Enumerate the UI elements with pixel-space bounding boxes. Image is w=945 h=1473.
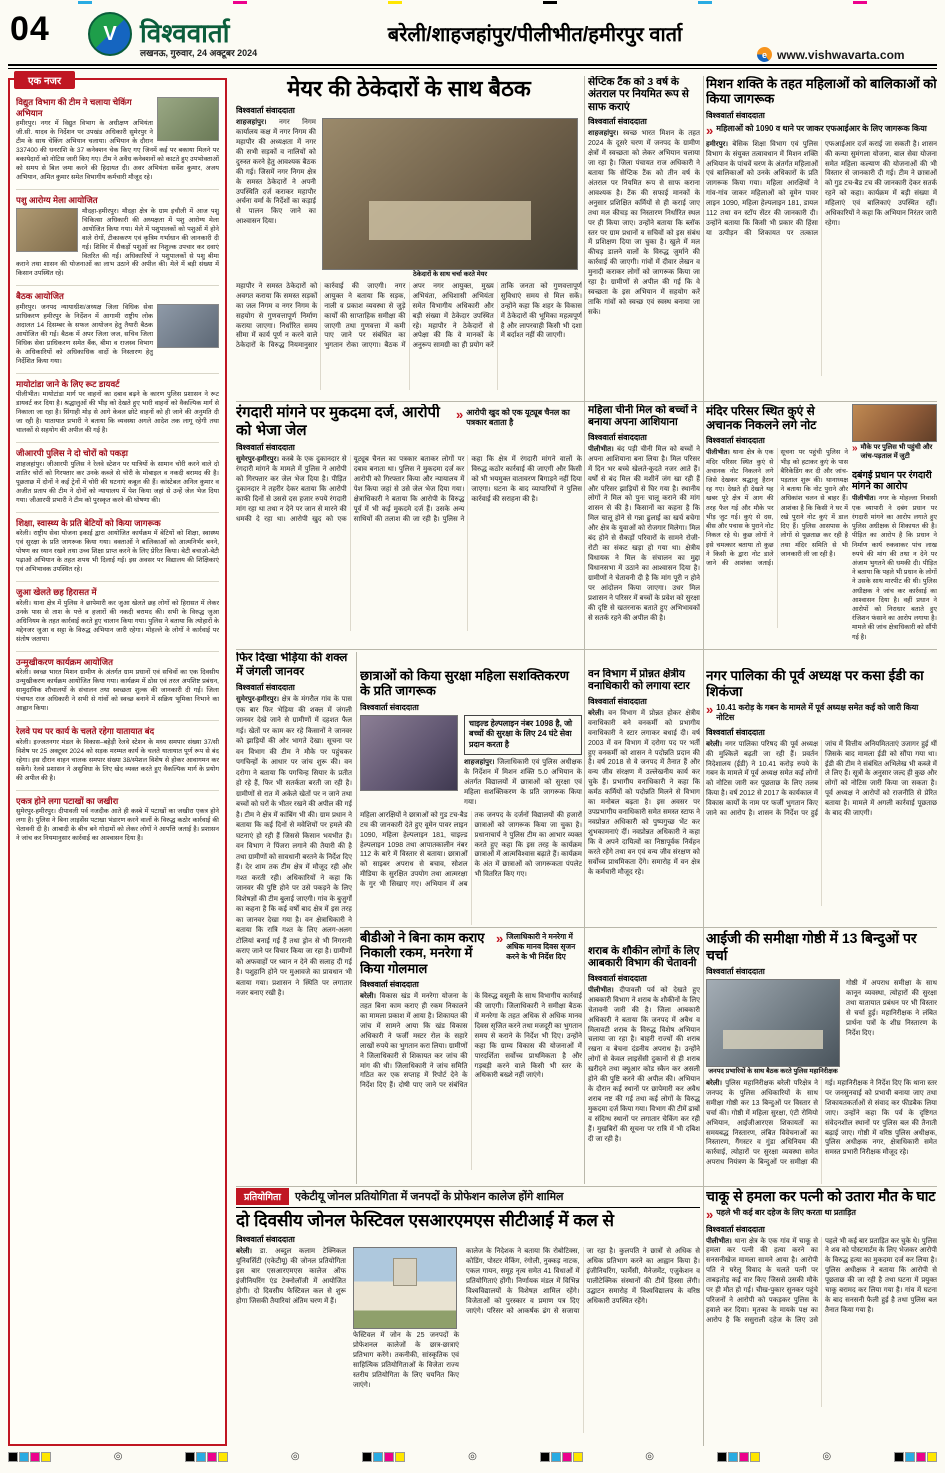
brief-headline: जुआ खेलते छह हिरासत में [16,587,97,598]
headline: नगर पालिका की पूर्व अध्यक्ष पर कसा ईडी का शिकंजा [706,668,924,699]
cyan-swatch [373,1452,383,1462]
dateline: पीलीभीत। [706,1237,732,1245]
registration-mark: ◎ [113,1451,123,1462]
brief-headline: बैठक आयोजित [16,291,64,302]
dateline: बरेली। [706,740,723,748]
article-body: कालेज के निदेशक ने बताया कि रोबोटिक्स, कोडिंग, पोस्टर मेकिंग, रंगोली, नुक्कड़ नाटक, एकल गायन, समूह नृत्य समेत 41 विधाओं में प्रतियोगिताएं होंगी। निर्णायक मंडल में विभिन्न विश्वविद्यालयों के विशेषज्ञ शामिल रहेंगे। विजेताओं को पुरस्कार व प्रमाण पत्र दिए जाएंगे। परिसर को आकर्षक ढंग से सजाया जा रहा है। कुलपति ने छात्रों से अधिक से अधिक प्रतिभाग करने का आह्वान किया है। इंजीनियरिंग, फार्मेसी, मैनेजमेंट, एजुकेशन व पालीटेक्निक संस्थानों की टीमें हिस्सा लेंगी। उद्घाटन समारोह में विश्वविद्यालय के वरिष्ठ अधिकारी उपस्थित रहेंगे। [466,1248,700,1315]
article-chini-mill [588,404,700,645]
article-lede [464,758,582,808]
body-text: वन विभाग में प्रोन्नत होकर क्षेत्रीय वनाधिकारी बने वनकर्मी को प्रभागीय वनाधिकारी ने स्टार लगाकर बधाई दी। वर्ष 2003 में वन विभाग में दरोगा पद पर भर्ती हुए वनकर्मी को शासन ने पदोन्नति प्रदान की है। वर्ष 2018 से वे जनपद में तैनात हैं और वन्य जीव संरक्षण में उल्लेखनीय कार्य कर चुके हैं। प्रभागीय वनाधिकारी ने कहा कि कर्मठ कर्मियों को पदोन्नति मिलने से विभाग का मनोबल बढ़ता है। इस अवसर पर उपप्रभागीय वनाधिकारी समेत समस्त स्टाफ ने नवप्रोन्नत अधिकारी को पुष्पगुच्छ भेंट कर शुभकामनाएं दीं। नवप्रोन्नत अधिकारी ने कहा कि वे अपने दायित्वों का निष्ठापूर्वक निर्वहन करते रहेंगे तथा वन एवं वन्य जीव संरक्षण को सर्वोच्च प्राथमिकता देंगे। समारोह में वन क्षेत्र के कर्मचारी मौजूद रहे। [588,709,700,876]
cmyk-group [540,1452,583,1462]
cyan-swatch [905,1452,915,1462]
yellow-swatch [750,1452,760,1462]
page-number: 04 [10,10,50,48]
section-rule [360,927,937,928]
magenta-swatch [916,1452,926,1462]
masthead: विश्ववार्ता [140,18,230,48]
brief-headline: पशु आरोग्य मेला आयोजित [16,195,98,206]
brief-headline: जीआरपी पुलिस ने दो चोरों को पकड़ा [16,448,128,459]
pullquote-text: जिलाधिकारी ने मनरेगा में अधिक मानव दिवस सृजन करने के भी निर्देश दिए [506,932,576,961]
byline: विश्ववार्ता संवाददाता [236,105,295,115]
brief-body: बरेली। स्वच्छ भारत मिशन ग्रामीण के अंतर्गत ग्राम प्रधानों एवं सचिवों का एक दिवसीय उन्मुखीकरण कार्यक्रम आयोजित किया गया। कार्यक्रम में ठोस एवं तरल अपशिष्ट प्रबंधन, सामुदायिक शौचालयों के संचालन तथा स्वच्छता शुल्क की जानकारी दी गई। जिला पंचायत राज अधिकारी ने सभी से गांवों को स्वच्छ बनाने में सक्रिय भूमिका निभाने का आह्वान किया। [16,669,219,713]
pullquote-mark: » [706,1206,714,1222]
body-text: बंद पड़ी चीनी मिल को बच्चों ने अपना आशियाना बना लिया है। मिल परिसर में दिन भर बच्चे खेलते-कूदते नजर आते हैं। वर्षों से बंद मिल की मशीनें जंग खा रही हैं और परिसर झाड़ियों से घिर गया है। स्थानीय लोगों ने मिल को पुनः चालू कराने की मांग शासन से की है। किसानों का कहना है कि मिल चालू होने से गन्ना ढुलाई का खर्च बचेगा और क्षेत्र के युवाओं को रोजगार मिलेगा। मिल बंद होने से सैकड़ों परिवारों के सामने रोजी-रोटी का संकट खड़ा हो गया था। क्षेत्रीय विधायक ने मिल के संचालन का मुद्दा विधानसभा में उठाने का आश्वासन दिया है। ग्रामीणों ने चेतावनी दी है कि मांग पूरी न होने पर आंदोलन किया जाएगा। उधर मिल प्रशासन ने परिसर में बच्चों के प्रवेश को सुरक्षा की दृष्टि से खतरनाक बताते हुए अभिभावकों से सतर्क रहने की अपील की है। [588,445,700,622]
brief-item [16,190,219,286]
dateline: शाहजहांपुर। [588,130,619,138]
header-rule [8,64,937,69]
byline: विश्ववार्ता संवाददाता [588,973,647,983]
pullquote [496,932,582,961]
body-text: क्षेत्र के मंगरौल गांव के पास एक बार फिर भेड़िया की शक्ल में जंगली जानवर देखे जाने से ग्रामीणों में दहशत फैल गई। खेतों पर काम कर रहे किसानों ने जानवर को झाड़ियों की ओर भागते देखा। सूचना पर वन विभाग की टीम ने मौके पर पहुंचकर पगचिन्हों के आधार पर जांच शुरू की। वन दरोगा ने बताया कि पगचिन्ह सियार के प्रतीत हो रहे हैं, फिर भी सतर्कता बरती जा रही है। ग्रामीणों से रात में अकेले खेतों पर न जाने तथा बच्चों को घरों के भीतर रखने की अपील की गई है। टीम ने क्षेत्र में कांबिंग भी की। ग्राम प्रधान ने बताया कि कई दिनों से मवेशियों पर हमले की घटनाएं हो रही हैं जिससे किसान भयभीत हैं। वन विभाग ने पिंजरा लगाने की तैयारी की है तथा ग्रामीणों को सावधानी बरतने के निर्देश दिए हैं। देर शाम तक टीम क्षेत्र में मौजूद रही और गश्त करती रही। अधिकारियों ने कहा कि जानवर की पुष्टि होने पर उसे पकड़ने के लिए विशेषज्ञों की टीम बुलाई जाएगी। गांव के बुजुर्गों का कहना है कि कई वर्षों बाद क्षेत्र में इस तरह का जानवर देखा गया है। वन क्षेत्राधिकारी ने बताया कि रात्रि गश्त के लिए अलग-अलग टोलियां बनाई गई हैं तथा ड्रोन से भी निगरानी कराए जाने पर विचार किया जा रहा है। ग्रामीणों को अफवाहों पर ध्यान न देने की सलाह दी गई है। पशुहानि होने पर मुआवजे का प्रावधान भी बताया गया। प्रशासन ने स्थिति पर लगातार नजर बनाए रखी है। [236,696,352,998]
article-side-body: गोष्ठी में अपराध समीक्षा के साथ कानून व्यवस्था, त्योहारों की सुरक्षा तथा यातायात प्रबंधन पर भी विस्तार से चर्चा हुई। महानिरीक्षक ने लंबित प्रार्थना पत्रों के शीघ्र निस्तारण के निर्देश दिए। [846,980,937,1037]
byline: विश्ववार्ता संवाददाता [236,443,295,453]
byline: विश्ववार्ता संवाददाता [706,110,765,120]
brief-item [16,652,219,721]
byline: विश्ववार्ता संवाददाता [588,432,647,442]
dateline: पीलीभीत। [588,986,614,994]
headline: दबंगई प्रधान पर रंगदारी मांगने का आरोप [852,470,932,493]
section-rule [236,649,937,650]
article-body [236,695,352,1000]
website-link[interactable]: www.vishwavarta.com [777,48,905,62]
article-body [588,445,700,624]
article-septic-tank [588,76,700,398]
byline: विश्ववार्ता संवाददाता [706,967,765,977]
brief-item [16,513,219,582]
headline: मंदिर परिसर स्थित कुएं से अचानक निकलने लगे नोट [706,404,817,433]
mayor-meeting-photo [322,118,578,270]
byline: विश्ववार्ता संवाददाता [588,696,647,706]
pullquote-text: पहले भी कई बार दहेज के लिए करता था प्रताड़ित [716,1207,856,1217]
article-mission-shakti [706,76,937,398]
article-body-continued: महिला आरक्षियों ने छात्राओं को गुड टच-बैड टच की जानकारी देते हुए वूमेन पावर लाइन 1090, महिला हेल्पलाइन 181, चाइल्ड हेल्पलाइन 1098 तथा आपातकालीन नंबर 112 के बारे में विस्तार से बताया। छात्राओं को साइबर अपराध से बचाव, सोशल मीडिया के सुरक्षित उपयोग तथा आत्मरक्षा के गुर भी सिखाए गए। अभियान में अब तक जनपद के दर्जनों विद्यालयों की हजारों छात्राओं को जागरूक किया जा चुका है। प्रधानाचार्य ने पुलिस टीम का आभार व्यक्त करते हुए कहा कि इस तरह के कार्यक्रम छात्राओं में आत्मविश्वास बढ़ाते हैं। कार्यक्रम के अंत में छात्राओं को जागरूकता पंपलेट भी वितरित किए गए। [360,811,582,889]
helpline-inset: चाइल्ड हेल्पलाइन नंबर 1098 है, जो बच्चों की सुरक्षा के लिए 24 घंटे सेवा प्रदान करता है [464,715,582,755]
byline: विश्ववार्ता संवाददाता [236,683,295,693]
brief-item [16,374,219,443]
article-zonal-festival [236,1188,700,1446]
pullquote-mark: » [706,701,714,717]
article-bdo-manrega [360,930,582,1184]
dateline: बरेली। [588,709,605,717]
article-ig-goshthi [706,930,937,1184]
magenta-swatch [30,1452,40,1462]
headline: शराब के शौकीन लोगों के लिए आबकारी विभाग की चेतावनी [588,945,700,970]
brief-body: मौदहा-हमीरपुर। मौदहा क्षेत्र के ग्राम इचौली में आज पशु चिकित्सा अधिकारी की अध्यक्षता में पशु आरोग्य मेला आयोजित किया गया। मेले में पशुपालकों को पशुओं में होने वाले रोगों, टीकाकरण एवं कृत्रिम गर्भाधान की जानकारी दी गई। शिविर में सैकड़ों पशुओं का निशुल्क उपचार कर दवाएं वितरित की गईं। अधिकारियों ने पशुपालकों से पशु बीमा कराने तथा शासन की योजनाओं का लाभ उठाने की अपील की। मेले में बड़ी संख्या में किसान उपस्थित रहे। [16,207,219,278]
black-swatch [185,1452,195,1462]
cyan-swatch [551,1452,561,1462]
byline: विश्ववार्ता संवाददाता [588,117,647,127]
article-lede [236,1247,346,1433]
mandir-well-photo [852,404,937,442]
black-swatch [717,1452,727,1462]
article-body [706,140,937,376]
dateline: पीलीभीत। [588,445,614,453]
print-mark [78,1,92,4]
headline: आईजी की समीक्षा गोष्ठी में 13 बिन्दुओं पर चर्चा [706,930,917,963]
headline: चाकू से हमला कर पत्नी को उतारा मौत के घाट [706,1188,936,1204]
pullquote [706,124,937,137]
brief-headline: विद्युत विभाग की टीम ने चलाया चेकिंग अभियान [16,97,132,118]
article-body-mid: फेस्टिवल में जोन के 25 जनपदों के प्रोफेशनल कालेजों के छात्र-छात्राएं प्रतिभाग करेंगे। तकनीकी, सांस्कृतिक एवं साहित्यिक प्रतियोगिताओं के विजेता राज्य स्तरीय प्रतियोगिता के लिए चयनित किए जाएंगे। [353,1332,459,1389]
print-mark [233,1,247,4]
top-print-marks [8,1,937,4]
headline: सेप्टिक टैंक को 3 वर्ष के अंतराल पर नियमित रूप से साफ कराएं [588,76,689,113]
ig-meeting-photo [706,979,840,1067]
article-body-continued: महापौर ने समस्त ठेकेदारों को अवगत कराया कि समस्त सड़कों का जल निगम व नगर निगम के सहयोग से गुणवत्तापूर्ण निर्माण कराया जाएगा। निर्धारित समय सीमा में कार्य पूर्ण न करने वाले ठेकेदारों के विरुद्ध नियमानुसार कार्रवाई की जाएगी। नगर आयुक्त ने बताया कि सड़क, नाली व प्रकाश व्यवस्था से जुड़े कार्यों की साप्ताहिक समीक्षा की जाएगी तथा गुणवत्ता में कमी पाए जाने पर संबंधित का भुगतान रोका जाएगा। बैठक में अपर नगर आयुक्त, मुख्य अभियंता, अधिशासी अभियंता समेत विभागीय अधिकारी और बड़ी संख्या में ठेकेदार उपस्थित रहे। महापौर ने ठेकेदारों से अपेक्षा की कि वे मानकों के अनुरूप सामग्री का ही प्रयोग करें ताकि जनता को गुणवत्तापूर्ण सुविधाएं समय से मिल सकें। उन्होंने कहा कि शहर के विकास में ठेकेदारों की भूमिका महत्वपूर्ण है और लापरवाही किसी भी दशा में बर्दाश्त नहीं की जाएगी। [236,282,582,350]
headline: छात्राओं को किया सुरक्षा महिला सशक्तिकरण के प्रति जागरूक [360,668,570,699]
body-text: पुलिस महानिरीक्षक बरेली परिक्षेत्र ने जनपद के पुलिस अधिकारियों के साथ समीक्षा गोष्ठी कर 13 बिन्दुओं पर विस्तार से चर्चा की। गोष्ठी में महिला सुरक्षा, एंटी रोमियो अभियान, आईजीआरएस शिकायतों का समयबद्ध निस्तारण, लंबित विवेचनाओं का निस्तारण, गैंगस्टर व गुंडा अधिनियम की कार्रवाई, त्योहारों पर सुरक्षा व्यवस्था समेत अपराध नियंत्रण के बिन्दुओं पर समीक्षा की गई। महानिरीक्षक ने निर्देश दिए कि थाना स्तर पर जनसुनवाई को प्रभावी बनाया जाए तथा शिकायतकर्ताओं से संवाद कर फीडबैक लिया जाए। उन्होंने कहा कि पर्व के दृष्टिगत संवेदनशील स्थानों पर पुलिस बल की तैनाती बढ़ाई जाए। गोष्ठी में वरिष्ठ पुलिस अधीक्षक, पुलिस अधीक्षक नगर, क्षेत्राधिकारी समेत समस्त प्रभारी निरीक्षक मौजूद रहे। [706,1079,937,1167]
brief-item [16,286,219,373]
awareness-event-photo [360,715,458,791]
kicker-row [236,1188,700,1208]
eknajar-title: एक नजर [14,71,75,89]
article-chhatra-suraksha [360,668,582,925]
dateline: बरेली। [236,1248,253,1256]
kicker-label: प्रतियोगिता [236,1188,289,1205]
brief-item [16,443,219,512]
pullquote [706,1208,937,1221]
print-color-bar [8,1452,937,1462]
article-mandir-well [706,404,848,645]
body-text: स्वच्छ भारत मिशन के तहत 2024 के दूसरे चरण में जनपद के ग्रामीण क्षेत्रों में स्वच्छता को लेकर अभियान चलाया जा रहा है। जिला पंचायत राज अधिकारी ने बताया कि सेप्टिक टैंक को तीन वर्ष के अंतराल पर नियमित रूप से साफ कराना आवश्यक है। टैंक की सफाई मानकों के अनुसार प्रशिक्षित कर्मियों से ही कराई जाए तथा मल कीचड़ का निस्तारण निर्धारित स्थल पर ही किया जाए। उन्होंने बताया कि ब्लॉक स्तर पर ग्राम प्रधानों व सचिवों को इस संबंध में प्रशिक्षण दिया जा चुका है। खुले में मल कीचड़ डालने वालों के विरुद्ध जुर्माने की कार्रवाई की जाएगी। गांवों में दीवार लेखन व मुनादी कराकर लोगों को जागरूक किया जा रहा है। ग्रामीणों से अपील की गई कि वे स्वच्छता के इस अभियान में सहयोग करें ताकि गांवों को स्वच्छ एवं स्वस्थ बनाया जा सके। [588,130,700,316]
byline: विश्ववार्ता संवाददाता [360,702,419,712]
pullquote [456,408,582,429]
headline: फिर दिखा भेड़िया की शक्ल में जंगली जानवर [236,652,348,678]
brief-body: बरेली। राष्ट्रीय सेवा योजना इकाई द्वारा आयोजित कार्यक्रम में बेटियों को शिक्षा, स्वास्थ्य एवं सुरक्षा के प्रति जागरूक किया गया। वक्ताओं ने बालिकाओं को आत्मनिर्भर बनने, पोषण का ध्यान रखने तथा उच्च शिक्षा प्राप्त करने के लिए प्रेरित किया। बेटी बचाओ-बेटी पढ़ाओ अभियान के तहत शपथ भी दिलाई गई। इस अवसर पर विद्यालय की शिक्षिकाएं एवं अभिभावक उपस्थित रहे। [16,530,219,574]
headline: बीडीओ ने बिना काम कराए निकाली रकम, मनरेगा में किया गोलमाल [360,930,485,976]
brief-body: बरेली। थाना क्षेत्र में पुलिस ने छापेमारी कर जुआ खेलते छह लोगों को हिरासत में लेकर उनके पास से ताश के पत्ते व हजारों की नकदी बरामद की। सभी के विरुद्ध जुआ अधिनियम के तहत कार्रवाई करते हुए चालान किया गया। पुलिस ने बताया कि त्योहारों के मद्देनजर जुआ व सट्टा के विरुद्ध अभियान जारी रहेगा। मोहल्ले के लोगों ने कार्रवाई पर संतोष जताया। [16,599,219,643]
dateline: पीलीभीत। [852,495,876,503]
article-body [588,129,700,318]
magenta-swatch [562,1452,572,1462]
dateline: हमीरपुर। [706,140,729,148]
print-mark [543,1,557,4]
headline: वन विभाग में प्रोन्नत क्षेत्रीय वनाधिकारी को लगाया स्टार [588,668,690,693]
cattle-camp-photo [16,208,78,252]
article-body [236,455,582,631]
article-dabang-pradhan [852,470,937,645]
article-body [706,448,848,628]
byline: विश्ववार्ता संवाददाता [360,979,419,989]
body-text: डा. अब्दुल कलाम टेक्निकल यूनिवर्सिटी (एकेटीयू) की जोनल प्रतियोगिता इस बार एसआरएमएस कालेज ऑफ इंजीनियरिंग एंड टेक्नोलॉजी में आयोजित होगी। दो दिवसीय फेस्टिवल कल से शुरू होगा जिसकी तैयारियां अंतिम चरण में हैं। [236,1248,346,1305]
pullquote-mark: » [706,122,714,138]
yellow-swatch [395,1452,405,1462]
article-van-vibhag [588,668,700,925]
campus-dome-shape [393,1258,417,1287]
section-rule [236,1186,937,1187]
article-mayor-meeting [236,76,582,398]
magenta-swatch [384,1452,394,1462]
dateline: सुमेरपुर-हमीरपुर। [236,456,280,464]
pullquote-mark: » [852,443,858,454]
yellow-swatch [41,1452,51,1462]
brief-item [16,582,219,651]
pullquote-mark: » [456,407,464,422]
body-text: विकास खंड में मनरेगा योजना के तहत बिना काम कराए ही रकम निकालने का मामला प्रकाश में आया है। शिकायत की जांच में सामने आया कि खंड विकास अधिकारी ने फर्जी मस्टर रोल के सहारे लाखों रुपये का भुगतान करा लिया। ग्रामीणों ने जिलाधिकारी से शिकायत कर जांच की मांग की थी। जिलाधिकारी ने जांच समिति गठित कर एक सप्ताह में रिपोर्ट देने के निर्देश दिए हैं। दोषी पाए जाने पर संबंधित के विरुद्ध वसूली के साथ विभागीय कार्रवाई की जाएगी। जिलाधिकारी ने समीक्षा बैठक में मनरेगा के तहत अधिक से अधिक मानव दिवस सृजित करने तथा मजदूरी का भुगतान समय से कराने के निर्देश भी दिए। उन्होंने कहा कि ग्राम्य विकास की योजनाओं में पारदर्शिता सर्वोच्च प्राथमिकता है और गड़बड़ी करने वाले किसी भी स्तर के अधिकारी बख्शे नहीं जाएंगे। [360,992,582,1090]
eknajar-column [8,78,227,1446]
mandir-photo-block [852,404,937,466]
body-text: जिलाधिकारी एवं पुलिस अधीक्षक के निर्देशन में मिशन शक्ति 5.0 अभियान के अंतर्गत विद्यालयों में छात्राओं को सुरक्षा एवं महिला सशक्तिकरण के प्रति जागरूक किया गया। [464,759,582,806]
body-text: थाना क्षेत्र के एक गांव में चाकू से हमला कर पत्नी की हत्या करने का सनसनीखेज मामला सामने आया है। आरोपी पति ने घरेलू विवाद के चलते पत्नी पर ताबड़तोड़ कई वार किए जिससे उसकी मौके पर ही मौत हो गई। चीख-पुकार सुनकर पहुंचे परिजनों ने आरोपी को पकड़कर पुलिस के हवाले कर दिया। मृतका के मायके पक्ष का आरोप है कि ससुराली दहेज के लिए उसे पहले भी कई बार प्रताड़ित कर चुके थे। पुलिस ने शव को पोस्टमार्टम के लिए भेजकर आरोपी के विरुद्ध हत्या का मुकदमा दर्ज कर लिया है। पुलिस अधीक्षक ने बताया कि आरोपी से पूछताछ की जा रही है तथा घटना में प्रयुक्त चाकू बरामद कर लिया गया है। गांव में घटना के बाद सनसनी फैली हुई है तथा पुलिस बल तैनात किया गया है। [706,1237,937,1325]
black-swatch [362,1452,372,1462]
article-body [360,992,582,1170]
brief-headline: रेलवे पथ पर कार्य के चलते रहेगा यातायात बंद [16,726,155,737]
cmyk-group [894,1452,937,1462]
brief-item [16,791,219,851]
article-body [588,986,700,1145]
dateline: बरेली। [360,992,377,1000]
dateline: शाहजहांपुर। [464,759,495,767]
body-text: नगर निगम कार्यालय कक्ष में नगर निगम की महापौर की अध्यक्षता में नगर की सभी सड़कों व नालियों को दुरुस्त करने हेतु आवश्यक बैठक की गई। जिसमें नगर निगम क्षेत्र के समस्त ठेकेदारों ने अपनी उपस्थिति दर्ज कराकर महापौर अर्चना वर्मा के निर्देशों का कड़ाई से पालन किए जाने का आश्वासन दिया। [236,118,316,226]
cyan-swatch [196,1452,206,1462]
dateline: सुमेरपुर-हमीरपुर। [236,696,280,704]
checking-drive-photo [157,97,219,141]
brief-item [16,92,219,190]
column-rule [703,76,704,1446]
brief-body: बरेली। इज्जतनगर मंडल के विकास–बहेड़ी रेलवे स्टेशन के मध्य समपार संख्या 37/सी विशेष पर 25 अक्टूबर 2024 को सड़क मरम्मत कार्य के चलते यातायात पूर्ण रूप से बंद रहेगा। इस दौरान वाहन चालक समपार संख्या 38/स्पेशल विशेष से होकर आवागमन कर सकेंगे। रेलवे प्रशासन ने असुविधा के लिए खेद व्यक्त करते हुए वैकल्पिक मार्ग के प्रयोग की अपील की है। [16,738,219,782]
brief-body: शाहजहांपुर। जीआरपी पुलिस ने रेलवे स्टेशन पर यात्रियों के सामान चोरी करने वाले दो शातिर चोरों को गिरफ्तार कर उनके कब्जे से चोरी के मोबाइल व नकदी बरामद की है। पूछताछ में दोनों ने कई ट्रेनों में चोरी की घटनाएं कबूल की हैं। कांस्टेबल अनिल कुमार व अजीत प्रताप की टीम ने दोनों को न्यायालय में पेश किया जहां से उन्हें जेल भेज दिया गया। जीआरपी प्रभारी ने टीम को पुरस्कृत करने की घोषणा की। [16,460,219,504]
byline: विश्ववार्ता संवाददाता [706,436,765,446]
brief-headline: शिक्षा, स्वास्थ्य के प्रति बेटियों को किया जागरूक [16,517,161,528]
masthead-logo-icon: V [88,12,132,56]
body-text: थाना क्षेत्र के एक मंदिर परिसर स्थित कुएं से अचानक नोट निकलने लगे जिसे देखकर श्रद्धालु हैरान रह गए। देखते ही देखते यह खबर पूरे क्षेत्र में आग की तरह फैल गई और मौके पर भीड़ जुट गई। कुएं से दस, बीस और पचास के पुराने नोट निकल रहे थे। कुछ लोगों ने इसे चमत्कार बताया तो कुछ ने किसी के द्वारा नोट डाले जाने की आशंका जताई। सूचना पर पहुंची पुलिस ने भीड़ को हटाकर कुएं के पास बैरिकेडिंग कर दी और जांच-पड़ताल शुरू की। थानाध्यक्ष ने बताया कि नोट पुराने और अधिकांश चलन से बाहर हैं। आशंका है कि किसी ने घर में रखे पुराने नोट कुएं में डाल दिए हैं। पुलिस आसपास के लोगों से पूछताछ कर रही है तथा मंदिर समिति से भी जानकारी ली जा रही है। [706,449,848,567]
black-swatch [540,1452,550,1462]
registration-mark: ◎ [290,1451,300,1462]
column-rule [356,652,357,1184]
article-bhediya [236,652,352,1184]
epaper-icon: e [757,47,772,62]
cmyk-group [8,1452,51,1462]
registration-mark: ◎ [645,1451,654,1462]
print-mark [698,1,712,4]
masthead-place-date: लखनऊ, गुरुवार, 24 अक्टूबर 2024 [140,48,258,58]
pullquote-text: महिलाओं को 1090 व थाने पर जाकर एफआईआर के लिए जागरूक किया [716,123,927,133]
brief-body: हमीरपुर। जनपद न्यायाधीश/अध्यक्ष जिला विधिक सेवा प्राधिकरण हमीरपुर के निर्देशन में आगामी राष्ट्रीय लोक अदालत 14 दिसम्बर के सफल आयोजन हेतु तैयारी बैठक आयोजित की गई। बैठक में अपर जिला जज, सचिव जिला विधिक सेवा प्राधिकरण समेत बैंक, बीमा व राजस्व विभाग के अधिकारियों को अधिकाधिक वादों के निस्तारण हेतु निर्देशित किया गया। [16,304,153,365]
yellow-swatch [218,1452,228,1462]
brief-item [16,721,219,790]
article-rangdari [236,404,582,645]
print-mark [853,1,867,4]
headline: मेयर की ठेकेदारों के साथ बैठक [287,76,531,101]
edition-banner: बरेली/शाहजहांपुर/पीलीभीत/हमीरपुर वार्ता [387,24,683,46]
black-swatch [894,1452,904,1462]
pullquote-mark: » [496,931,504,946]
brief-body: पीलीभीत। मायोटांडा मार्ग पर वाहनों का दबाव बढ़ने के कारण पुलिस प्रशासन ने रूट डायवर्ट कर दिया है। श्रद्धालुओं की भीड़ को देखते हुए भारी वाहनों को वैकल्पिक मार्ग से निकाला जा रहा है। सिंगाही मोड़ से आगे केवल छोटे वाहनों को ही जाने की अनुमति दी जा रही है। यातायात प्रभारी ने बताया कि व्यवस्था अगले आदेश तक लागू रहेगी तथा चालकों से सहयोग की अपील की गई है। [16,391,219,435]
article-body [852,494,937,642]
meeting-table-shape [369,201,532,240]
cyan-swatch [728,1452,738,1462]
strap-headline: एकेटीयू जोनल प्रतियोगिता में जनपदों के प्रोफेशन कालेज होंगे शामिल [294,1191,564,1203]
photo-caption: जनपद प्रभारियों के साथ बैठक करते पुलिस महानिरीक्षक [708,1068,838,1076]
byline: विश्ववार्ता संवाददाता [706,1224,765,1234]
body-text: बेसिक शिक्षा विभाग एवं पुलिस विभाग के संयुक्त तत्वावधान में मिशन शक्ति अभियान के पांचवें चरण के अंतर्गत महिलाओं एवं बालिकाओं को उनके अधिकारों के प्रति जागरूक किया गया। महिला आरक्षियों ने गांव-गांव जाकर महिलाओं को वूमेन पावर लाइन 1090, महिला हेल्पलाइन 181, डायल 112 तथा वन स्टॉप सेंटर की जानकारी दी। उन्होंने बताया कि किसी भी प्रकार की हिंसा या उत्पीड़न की शिकायत पर तत्काल एफआईआर दर्ज कराई जा सकती है। शासन की कन्या सुमंगला योजना, बाल सेवा योजना समेत महिला कल्याण की योजनाओं की भी विस्तार से जानकारी दी गई। टीम ने छात्राओं को गुड टच-बैड टच की जानकारी देकर सतर्क रहने को कहा। कार्यक्रम में बड़ी संख्या में महिलाएं एवं बालिकाएं उपस्थित रहीं। अधिकारियों ने कहा कि अभियान निरंतर जारी रहेगा। [706,140,937,238]
brief-headline: मायोटांडा जाने के लिए रूट डायवर्ट [16,378,120,389]
dateline: पीलीभीत। [706,449,730,457]
body-text: नगर के मोहल्ला निवासी एक व्यापारी ने दबंग प्रधान पर रंगदारी मांगने का आरोप लगाते हुए पुलिस अधीक्षक से शिकायत की है। पीड़ित का आरोप है कि प्रधान ने निर्माण कार्य रुकवाकर पांच लाख रुपये की मांग की तथा न देने पर अंजाम भुगतने की धमकी दी। पीड़ित ने बताया कि पहले भी प्रधान के लोगों ने उसके साथ मारपीट की थी। पुलिस अधीक्षक ने जांच कर कार्रवाई का आश्वासन दिया है। वहीं प्रधान ने आरोपों को निराधार बताते हुए रंजिशन फंसाने का आरोप लगाया है। मामले की जांच क्षेत्राधिकारी को सौंपी गई है। [852,495,937,641]
meeting-table-shape [723,1030,823,1049]
article-chaku-hatya [706,1188,937,1446]
headline: महिला चीनी मिल को बच्चों ने बनाया अपना आशियाना [588,404,698,429]
byline: विश्ववार्ता संवाददाता [706,727,765,737]
dateline: शाहजहांपुर। [236,118,267,126]
srms-campus-photo [353,1247,457,1329]
article-body [706,740,937,906]
headline: दो दिवसीय जोनल फेस्टिवल एसआरएमएस सीटीआई में कल से [236,1211,615,1230]
meeting-small-photo [157,304,219,348]
brief-headline: एकत्र होने लगा पटाखों का जखीरा [16,795,119,806]
photo-caption: ठेकेदारों के साथ चर्चा करते मेयर [412,270,488,278]
yellow-swatch [573,1452,583,1462]
headline: मिशन शक्ति के तहत महिलाओं को बालिकाओं को किया जागरूक [706,76,937,107]
brief-body: हमीरपुर। नगर में विद्युत विभाग के अधीक्षण अभियंता जी.सी. यादव के निर्देशन पर उपखंड अधिकारी सुमेरपुर ने टीम के साथ चेकिंग अभियान चलाया। अभियान के दौरान 337400 की धनराशि के 37 कनेक्शन चेक किए गए जिनमें कई पर बकाया मिलने पर बकायेदारों को नोटिस जारी किए गए। टीम ने अवैध कनेक्शनों को काटते हुए उपभोक्ताओं को समय से बिल जमा करने की हिदायत दी। अवर अभियंता सर्वेश कुमार, अजय अभियान, अमित कुमार समेत विभागीय कर्मचारी मौजूद रहे। [16,120,219,182]
pullquote-text: आरोपी खुद को एक यूट्यूब चैनल का पत्रकार बताता है [466,408,570,428]
section-rule [236,401,937,402]
article-body [588,709,700,878]
yellow-swatch [927,1452,937,1462]
body-text: नगर पालिका परिषद की पूर्व अध्यक्ष की मुश्किलें बढ़ती जा रही हैं। प्रवर्तन निदेशालय (ईडी) ने 10.41 करोड़ रुपये के गबन के मामले में पूर्व अध्यक्ष समेत कई लोगों को नोटिस जारी कर पूछताछ के लिए तलब किया है। वर्ष 2012 से 2017 के कार्यकाल में विकास कार्यों के नाम पर फर्जी भुगतान किए जाने का आरोप है। शासन के निर्देश पर हुई जांच में वित्तीय अनियमितताएं उजागर हुई थीं जिसके बाद मामला ईडी को सौंपा गया था। ईडी की टीम ने संबंधित अभिलेख भी कब्जे में ले लिए हैं। सूत्रों के अनुसार जल्द ही कुछ और लोगों को नोटिस जारी किया जा सकता है। पूर्व अध्यक्ष ने आरोपों को राजनीति से प्रेरित बताया है। मामले में अगली कार्रवाई पूछताछ के बाद की जाएगी। [706,740,937,818]
cmyk-group [185,1452,228,1462]
dateline: बरेली। [706,1079,723,1087]
article-body [236,118,316,280]
article-body [706,1237,937,1407]
photo-caption: मौके पर पुलिस भी पहुंची और जांच-पड़ताल में जुटी [860,444,933,460]
pullquote-text: 10.41 करोड़ के गबन के मामले में पूर्व अध्यक्ष समेत कई को जारी किया नोटिस [716,702,919,723]
black-swatch [8,1452,18,1462]
body-text: दीपावली पर्व को देखते हुए आबकारी विभाग ने शराब के शौकीनों के लिए चेतावनी जारी की है। जिला आबकारी अधिकारी ने बताया कि जनपद में अवैध व मिलावटी शराब के विरुद्ध विशेष अभियान चलाया जा रहा है। बाहरी राज्यों की शराब रखना व बेचना दंडनीय अपराध है। उन्होंने लोगों से केवल लाइसेंसी दुकानों से ही शराब खरीदने तथा क्यूआर कोड स्कैन कर असली होने की पुष्टि करने की अपील की। अभियान के दौरान कई स्थानों पर छापेमारी कर अवैध शराब नष्ट की गई तथा कई लोगों के विरुद्ध मुकदमा दर्ज किया गया। विभाग की टीमें ढाबों व संदिग्ध स्थानों पर लगातार चेकिंग कर रही हैं। मुखबिरों की सूचना पर रात्रि में भी दबिश दी जा रही है। [588,986,700,1143]
article-body [706,1079,937,1184]
body-text: कस्बे के एक दुकानदार से रंगदारी मांगने के मामले में पुलिस ने आरोपी को गिरफ्तार कर जेल भेज दिया है। पीड़ित दुकानदार ने तहरीर देकर बताया कि आरोपी काफी दिनों से उससे दस हजार रुपये रंगदारी मांग रहा था तथा न देने पर जान से मारने की धमकी दे रहा था। आरोपी खुद को एक यूट्यूब चैनल का पत्रकार बताकर लोगों पर दबाव बनाता था। पुलिस ने मुकदमा दर्ज कर आरोपी को गिरफ्तार किया और न्यायालय में पेश किया जहां से उसे जेल भेज दिया गया। क्षेत्राधिकारी ने बताया कि आरोपी के विरुद्ध पूर्व में भी कई मुकदमे दर्ज हैं। उसके अन्य साथियों की तलाश की जा रही है। पुलिस ने कहा कि क्षेत्र में रंगदारी मांगने वालों के विरुद्ध कठोर कार्रवाई की जाएगी और किसी को भी भयमुक्त वातावरण बिगाड़ने नहीं दिया जाएगा। घटना के बाद व्यापारियों ने पुलिस कार्रवाई की सराहना की है। [236,456,582,523]
cmyk-group [362,1452,405,1462]
print-mark [388,1,402,4]
registration-mark: ◎ [468,1451,477,1462]
photo-caption-quote [852,444,937,462]
cmyk-group [717,1452,760,1462]
article-sharab-chetavani [588,945,700,1184]
column-rule [584,76,585,1184]
registration-mark: ◎ [822,1451,832,1462]
article-nagar-palika-ed [706,668,937,925]
brief-headline: उन्मुखीकरण कार्यक्रम आयोजित [16,656,113,667]
magenta-swatch [207,1452,217,1462]
magenta-swatch [739,1452,749,1462]
byline: विश्ववार्ता संवाददाता [236,1235,295,1245]
pullquote [706,703,937,724]
headline: रंगदारी मांगने पर मुकदमा दर्ज, आरोपी को भेजा जेल [236,404,440,439]
brief-body: सुमेरपुर-हमीरपुर। दीपावली पर्व नजदीक आते ही कस्बे में पटाखों का जखीरा एकत्र होने लगा है। पुलिस ने बिना लाइसेंस पटाखा भंडारण करने वालों के विरुद्ध कठोर कार्रवाई की चेतावनी दी है। आबादी के बीच बने गोदामों को लेकर लोगों ने आपत्ति जताई है। प्रशासन ने जांच कर नियमानुसार कार्रवाई का आश्वासन दिया है। [16,808,219,843]
cyan-swatch [19,1452,29,1462]
